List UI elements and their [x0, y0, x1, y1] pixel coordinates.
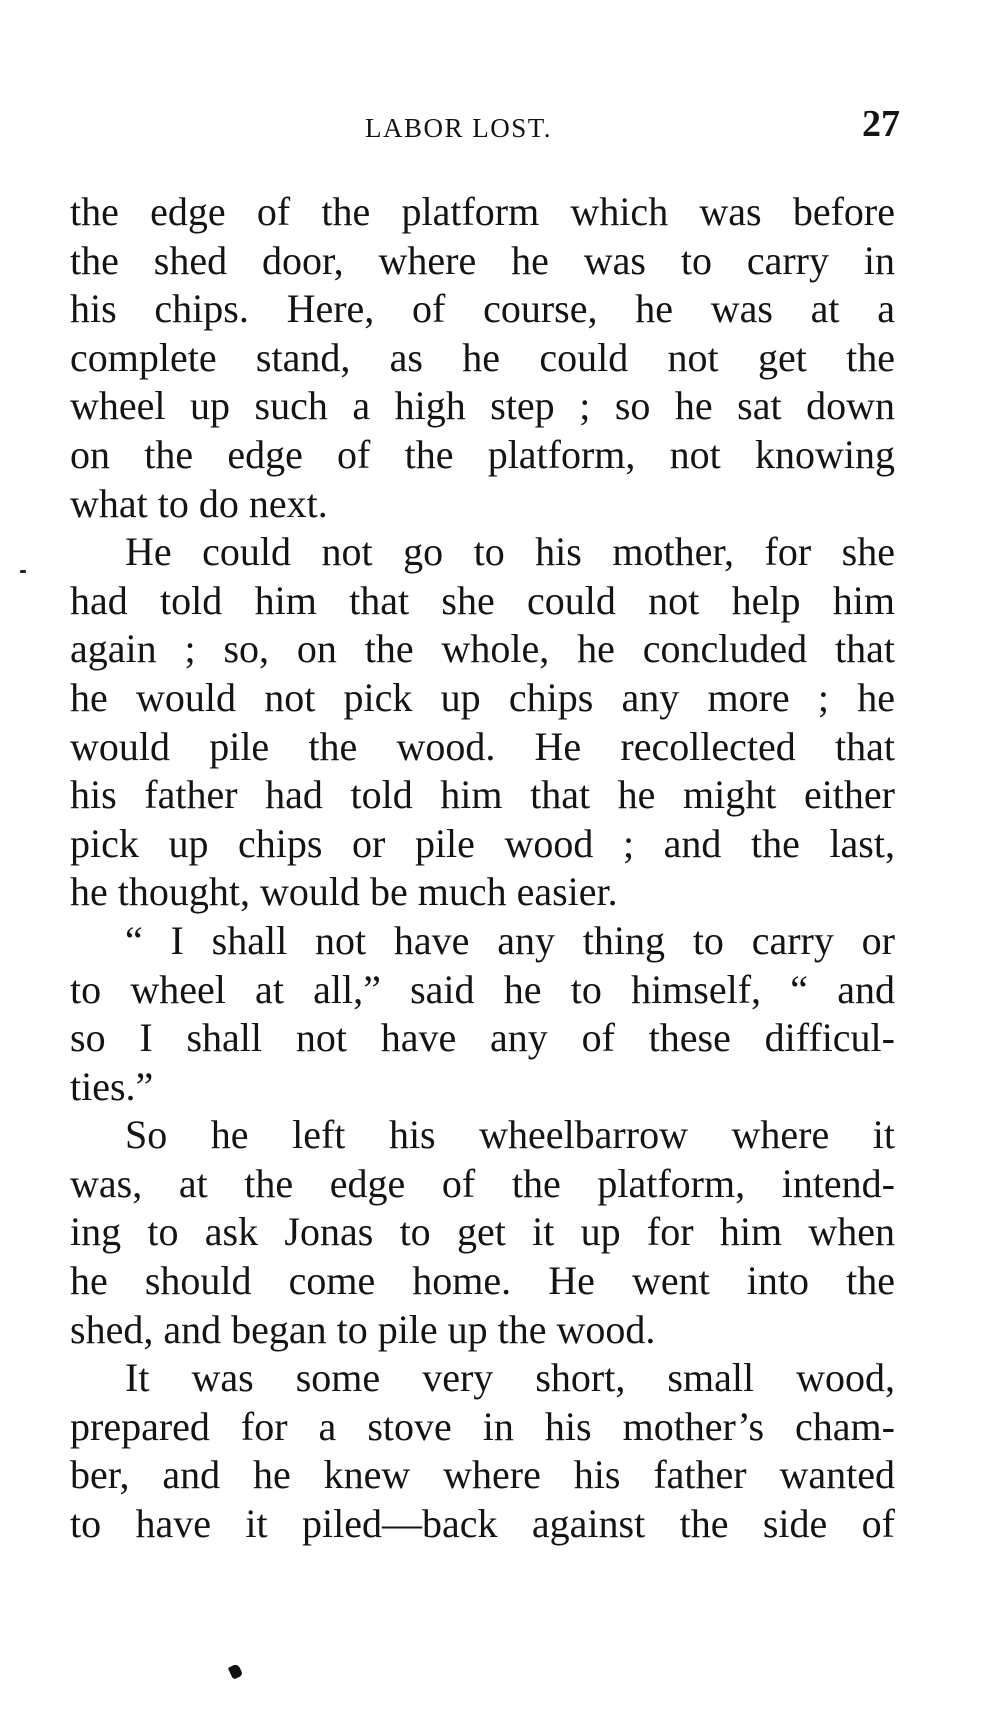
- text-line: So he left his wheelbarrow where it: [125, 1112, 895, 1158]
- text-line: what to do next.: [70, 480, 328, 526]
- text-line: wheel up such a high step ; so he sat down: [70, 383, 895, 429]
- text-line: ber, and he knew where his father wanted: [70, 1452, 895, 1498]
- running-head: [0, 103, 995, 148]
- paragraph: [70, 188, 895, 528]
- ink-speck: [20, 570, 26, 573]
- text-line: to wheel at all,” said he to himself, “ and: [70, 966, 895, 1012]
- text-line: his father had told him that he might either: [70, 772, 895, 818]
- text-line: would pile the wood. He recollected that: [70, 723, 895, 769]
- body-text: [70, 188, 895, 1549]
- text-line: He could not go to his mother, for she: [125, 529, 895, 575]
- text-line: pick up chips or pile wood ; and the last,: [70, 820, 895, 866]
- text-line: prepared for a stove in his mother’s cham-: [70, 1403, 895, 1449]
- paragraph: [70, 1111, 895, 1354]
- text-line: to have it piled—back against the side of: [70, 1501, 895, 1547]
- text-line: so I shall not have any of these difficul-: [70, 1015, 895, 1061]
- text-line: again ; so, on the whole, he concluded that: [70, 626, 895, 672]
- text-line: ing to ask Jonas to get it up for him when: [70, 1209, 895, 1255]
- text-line: the shed door, where he was to carry in: [70, 237, 895, 283]
- text-line: he thought, would be much easier.: [70, 869, 618, 915]
- ink-blot: [228, 1663, 243, 1679]
- text-line: was, at the edge of the platform, intend-: [70, 1160, 895, 1206]
- page-number: 27: [862, 103, 900, 145]
- text-line: he would not pick up chips any more ; he: [70, 674, 895, 720]
- text-line: shed, and began to pile up the wood.: [70, 1306, 656, 1352]
- paragraph: [70, 528, 895, 917]
- text-line: his chips. Here, of course, he was at a: [70, 286, 895, 332]
- paragraph: [70, 917, 895, 1111]
- text-line: the edge of the platform which was before: [70, 189, 895, 234]
- paragraph: [70, 1354, 895, 1548]
- text-line: on the edge of the platform, not knowing: [70, 431, 895, 477]
- text-line: It was some very short, small wood,: [125, 1355, 895, 1401]
- text-line: had told him that she could not help him: [70, 577, 895, 623]
- running-title: LABOR LOST.: [365, 113, 553, 143]
- text-line: complete stand, as he could not get the: [70, 334, 895, 380]
- text-line: he should come home. He went into the: [70, 1258, 895, 1304]
- text-line: “ I shall not have any thing to carry or: [125, 917, 895, 963]
- text-line: ties.”: [70, 1063, 154, 1109]
